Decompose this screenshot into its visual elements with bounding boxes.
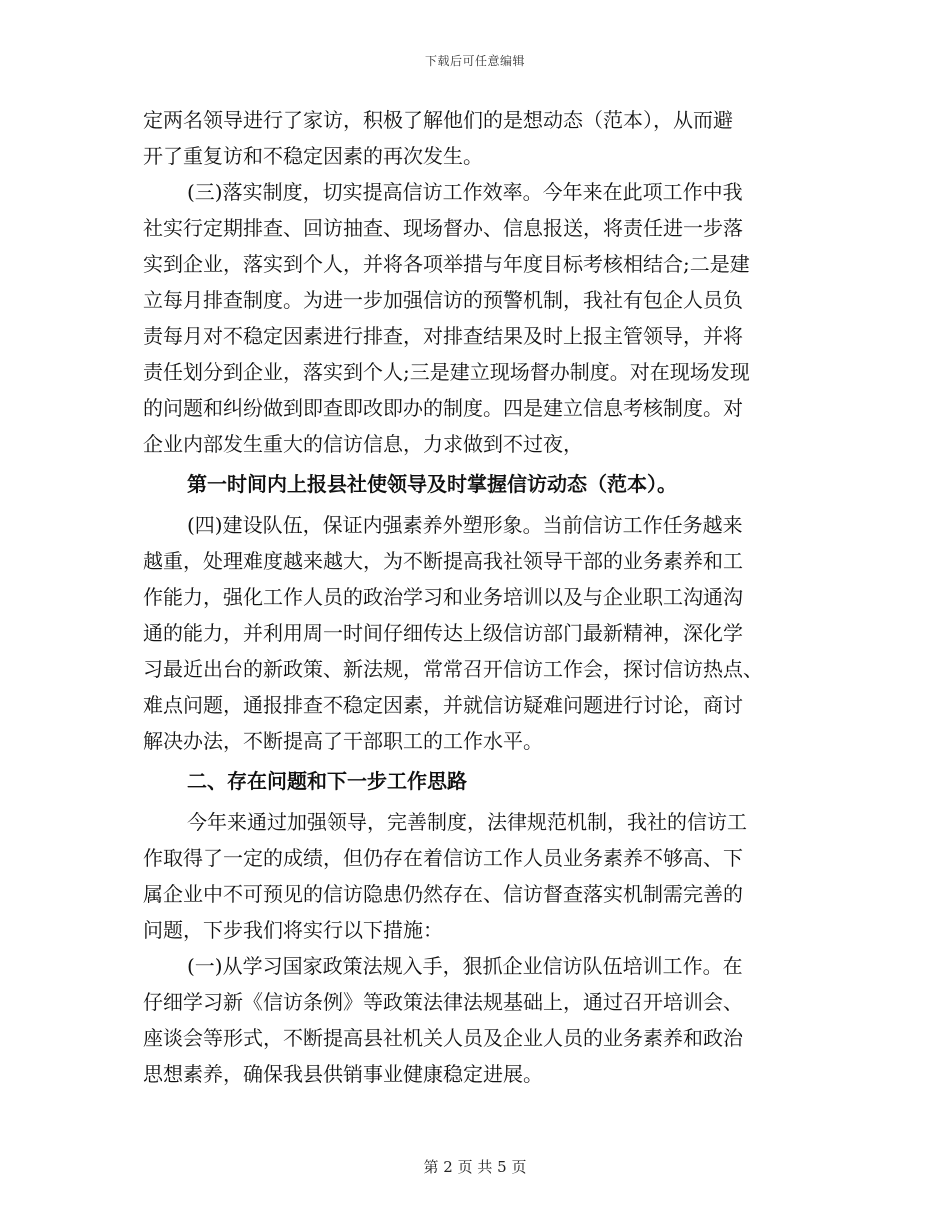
paragraph-line: 难点问题，通报排查不稳定因素，并就信访疑难问题进行讨论，商讨 [143, 693, 743, 717]
paragraph-line: 今年来通过加强领导，完善制度，法律规范机制，我社的信访工 [187, 810, 747, 834]
paragraph-line: 的问题和纠纷做到即查即改即办的制度。四是建立信息考核制度。对 [143, 396, 743, 420]
paragraph-line: 开了重复访和不稳定因素的再次发生。 [143, 144, 483, 168]
paragraph-line: 座谈会等形式，不断提高县社机关人员及企业人员的业务素养和政治 [143, 1026, 743, 1050]
paragraph-line: 作能力，强化工作人员的政治学习和业务培训以及与企业职工沟通沟 [143, 585, 743, 609]
header-note: 下载后可任意编辑 [424, 54, 525, 68]
paragraph-line: 立每月排查制度。为进一步加强信访的预警机制，我社有包企人员负 [143, 288, 743, 312]
paragraph-line: 思想素养，确保我县供销事业健康稳定进展。 [143, 1062, 543, 1086]
paragraph-line: 问题，下步我们将实行以下措施： [143, 918, 443, 942]
paragraph-line: 越重，处理难度越来越大，为不断提高我社领导干部的业务素养和工 [143, 549, 743, 573]
paragraph-line: (四)建设队伍，保证内强素养外塑形象。当前信访工作任务越来 [187, 513, 743, 537]
paragraph-line: 社实行定期排查、回访抽查、现场督办、信息报送，将责任进一步落 [143, 216, 743, 240]
bold-statement-line: 第一时间内上报县社使领导及时掌握信访动态（范本）。 [187, 472, 677, 496]
document-body [143, 102, 807, 1092]
paragraph-line: (三)落实制度，切实提高信访工作效率。今年来在此项工作中我 [187, 180, 743, 204]
paragraph-line: 习最近出台的新政策、新法规，常常召开信访工作会，探讨信访热点、 [143, 657, 763, 681]
paragraph-line: (一)从学习国家政策法规入手，狠抓企业信访队伍培训工作。在 [187, 954, 743, 978]
paragraph-line: 责每月对不稳定因素进行排查，对排查结果及时上报主管领导，并将 [143, 324, 743, 348]
paragraph-line: 实到企业，落实到个人，并将各项举措与年度目标考核相结合;二是建 [143, 252, 750, 276]
paragraph-line: 企业内部发生重大的信访信息，力求做到不过夜， [143, 432, 583, 456]
section-heading: 二、存在问题和下一步工作思路 [187, 769, 467, 793]
page-number: 第 2 页 共 5 页 [423, 1158, 527, 1176]
paragraph-line: 通的能力，并利用周一时间仔细传达上级信访部门最新精神，深化学 [143, 621, 743, 645]
paragraph-line: 责任划分到企业，落实到个人;三是建立现场督办制度。对在现场发现 [143, 360, 750, 384]
paragraph-line: 仔细学习新《信访条例》等政策法律法规基础上，通过召开培训会、 [143, 990, 743, 1014]
paragraph-line: 解决办法，不断提高了干部职工的工作水平。 [143, 729, 543, 753]
paragraph-line: 属企业中不可预见的信访隐患仍然存在、信访督查落实机制需完善的 [143, 882, 743, 906]
paragraph-line: 定两名领导进行了家访，积极了解他们的是想动态（范本），从而避 [143, 108, 733, 132]
paragraph-line: 作取得了一定的成绩，但仍存在着信访工作人员业务素养不够高、下 [143, 846, 743, 870]
